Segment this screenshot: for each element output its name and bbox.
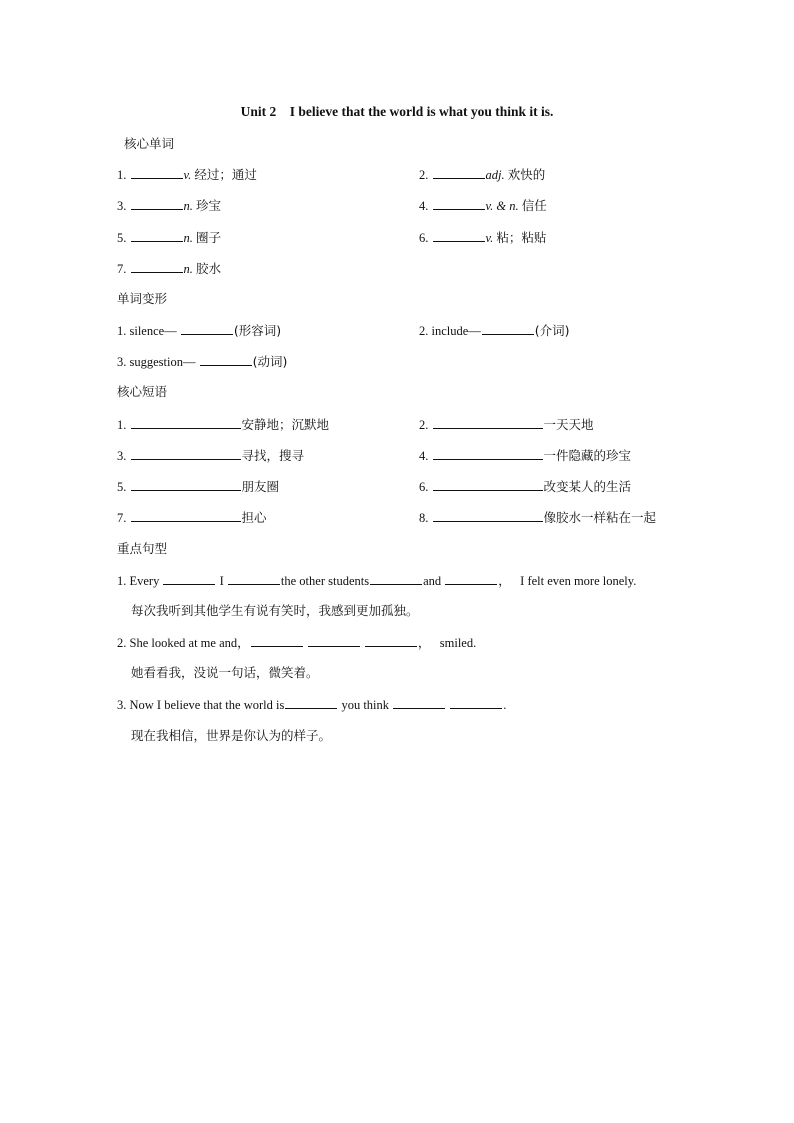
sentence-item-1: 1. Every I the other students and ， I felt even more lonely. <box>117 574 637 588</box>
vocab-item-1: 1. v. 经过；通过 <box>117 167 257 182</box>
answer-blank[interactable] <box>433 229 485 242</box>
answer-blank[interactable] <box>433 416 543 429</box>
answer-blank[interactable] <box>163 572 215 585</box>
answer-blank[interactable] <box>433 197 485 210</box>
answer-blank[interactable] <box>308 634 360 647</box>
phrase-item-1: 1. 安静地；沉默地 <box>117 417 330 432</box>
answer-blank[interactable] <box>131 447 241 460</box>
section-heading-phrases: 核心短语 <box>117 384 168 399</box>
answer-blank[interactable] <box>433 166 485 179</box>
answer-blank[interactable] <box>445 572 497 585</box>
vocab-item-7: 7. n. 胶水 <box>117 261 222 276</box>
answer-blank[interactable] <box>482 322 534 335</box>
answer-blank[interactable] <box>433 478 543 491</box>
answer-blank[interactable] <box>131 229 183 242</box>
phrase-item-2: 2. 一天天地 <box>419 417 594 432</box>
vocab-item-4: 4. v. & n. 信任 <box>419 198 547 213</box>
answer-blank[interactable] <box>228 572 280 585</box>
vocab-item-5: 5. n. 圈子 <box>117 230 222 245</box>
vocab-item-3: 3. n. 珍宝 <box>117 198 222 213</box>
answer-blank[interactable] <box>450 696 502 709</box>
section-heading-word-forms: 单词变形 <box>117 291 168 306</box>
answer-blank[interactable] <box>365 634 417 647</box>
vocab-item-6: 6. v. 粘；粘贴 <box>419 230 547 245</box>
sentence-item-2: 2. She looked at me and， ， smiled. <box>117 636 477 650</box>
sentence-translation-3: 现在我相信，世界是你认为的样子。 <box>131 728 332 743</box>
word-form-item-1: 1. silence— (形容词) <box>117 323 282 338</box>
section-heading-vocab: 核心单词 <box>124 136 175 151</box>
word-form-item-3: 3. suggestion— (动词) <box>117 354 288 369</box>
sentence-translation-1: 每次我听到其他学生有说有笑时，我感到更加孤独。 <box>131 603 419 618</box>
answer-blank[interactable] <box>131 416 241 429</box>
answer-blank[interactable] <box>131 197 183 210</box>
phrase-item-3: 3. 寻找，搜寻 <box>117 448 305 463</box>
answer-blank[interactable] <box>433 509 543 522</box>
sentence-item-3: 3. Now I believe that the world is you think . <box>117 698 507 712</box>
answer-blank[interactable] <box>433 447 543 460</box>
answer-blank[interactable] <box>131 509 241 522</box>
answer-blank[interactable] <box>131 260 183 273</box>
vocab-item-2: 2. adj. 欢快的 <box>419 167 546 182</box>
page-title: Unit 2 I believe that the world is what you think it is. <box>240 104 554 119</box>
section-heading-sentences: 重点句型 <box>117 541 168 556</box>
phrase-item-7: 7. 担心 <box>117 510 267 525</box>
phrase-item-6: 6. 改变某人的生活 <box>419 479 632 494</box>
phrase-item-5: 5. 朋友圈 <box>117 479 280 494</box>
word-form-item-2: 2. include— (介词) <box>419 323 570 338</box>
answer-blank[interactable] <box>200 353 252 366</box>
answer-blank[interactable] <box>285 696 337 709</box>
answer-blank[interactable] <box>370 572 422 585</box>
answer-blank[interactable] <box>131 478 241 491</box>
phrase-item-4: 4. 一件隐藏的珍宝 <box>419 448 632 463</box>
answer-blank[interactable] <box>251 634 303 647</box>
answer-blank[interactable] <box>131 166 183 179</box>
answer-blank[interactable] <box>393 696 445 709</box>
phrase-item-8: 8. 像胶水一样粘在一起 <box>419 510 657 525</box>
answer-blank[interactable] <box>181 322 233 335</box>
sentence-translation-2: 她看看我，没说一句话，微笑着。 <box>131 665 319 680</box>
